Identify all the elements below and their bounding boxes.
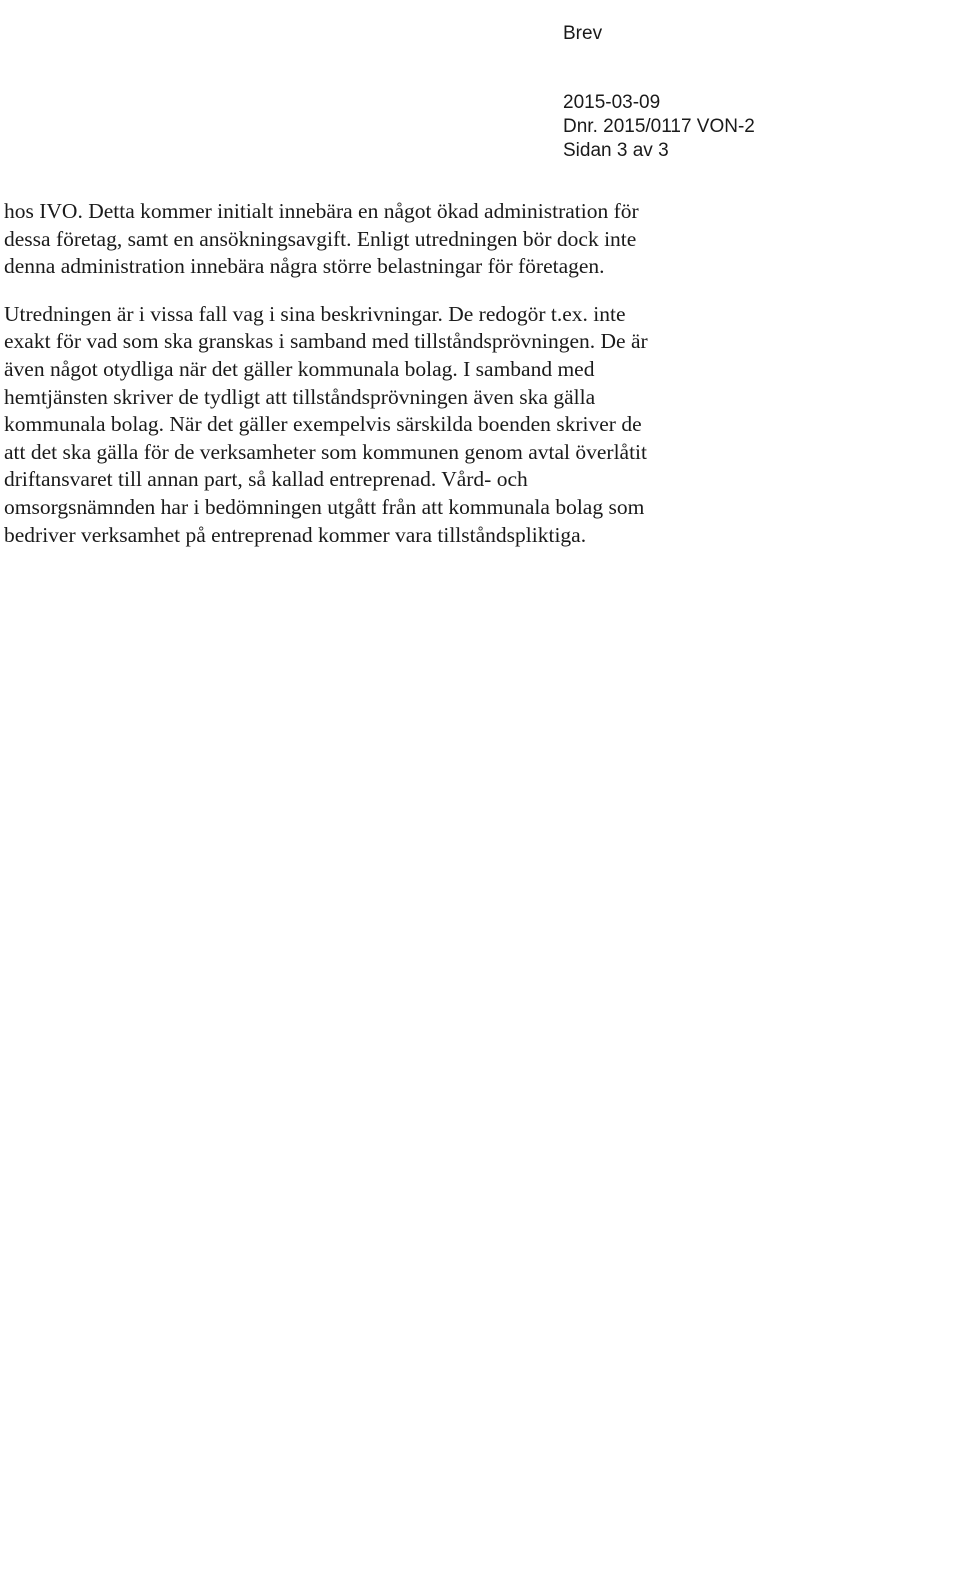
text-line: att det ska gälla för de verksamheter som kommunen genom avtal överlåtit [4,439,648,464]
text-line: Utredningen är i vissa fall vag i sina beskrivningar. De redogör t.ex. inte [4,301,626,326]
text-line: bedriver verksamhet på entreprenad kommer vara tillståndspliktiga. [4,522,587,547]
page-number: Sidan 3 av 3 [563,140,669,161]
text-line: driftansvaret till annan part, så kallad entreprenad. Vård- och [4,467,528,492]
text-line: även något otydliga när det gäller kommunala bolag. I samband med [4,356,595,381]
letter-body [4,198,724,549]
document-type: Brev [563,23,603,44]
letter-date: 2015-03-09 [563,92,661,113]
text-line: hemtjänsten skriver de tydligt att tillståndsprövningen även ska gälla [4,384,596,409]
text-line: hos IVO. Detta kommer initialt innebära en något ökad administration för [4,199,639,223]
reference-number: Dnr. 2015/0117 VON-2 [563,116,755,137]
text-line: exakt för vad som ska granskas i samband med tillståndsprövningen. De är [4,329,648,354]
text-line: omsorgsnämnden har i bedömningen utgått från att kommunala bolag som [4,494,645,519]
paragraph-2 [4,301,724,549]
letter-meta [563,91,755,163]
text-line: denna administration innebära några större belastningar för företagen. [4,254,605,279]
text-line: kommunala bolag. När det gäller exempelvis särskilda boenden skriver de [4,412,642,437]
paragraph-1 [4,198,724,281]
text-line: dessa företag, samt en ansökningsavgift. Enligt utredningen bör dock inte [4,226,637,251]
